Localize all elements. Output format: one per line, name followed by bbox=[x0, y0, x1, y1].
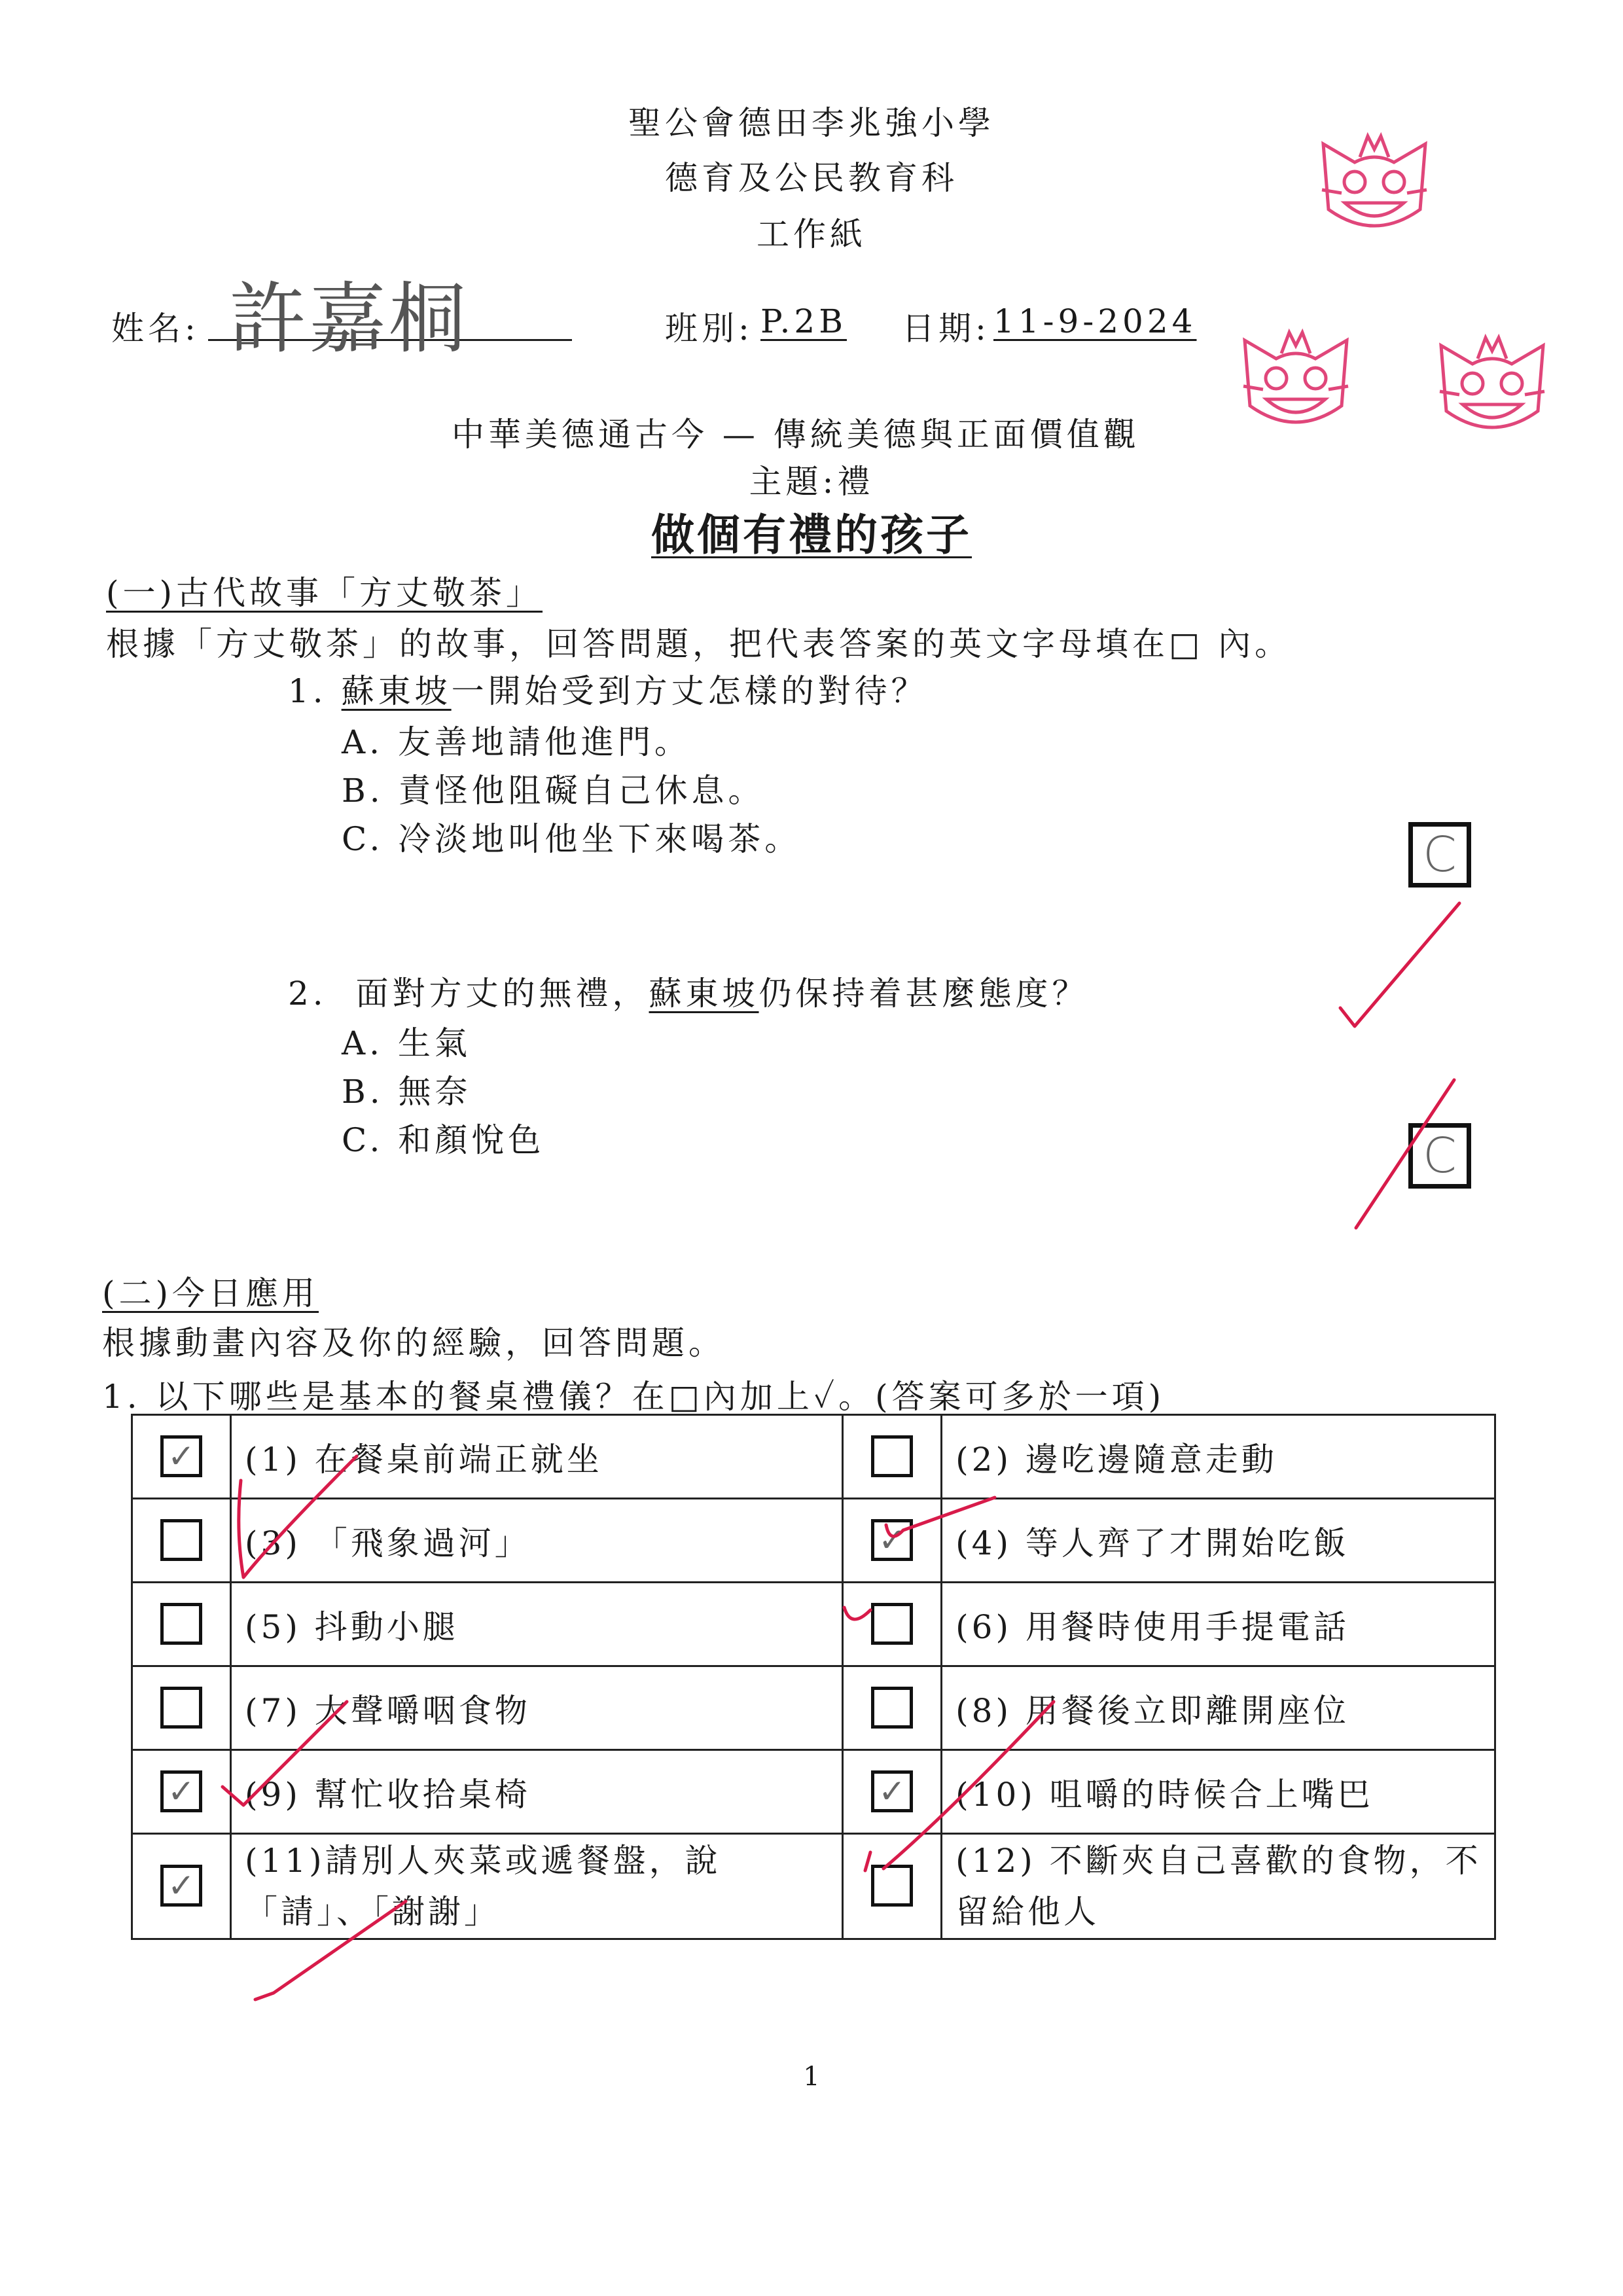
correct-tick-q1 bbox=[1340, 903, 1459, 1026]
page-number: 1 bbox=[803, 2062, 820, 2092]
q1-line: 1. 蘇東坡一開始受到方丈怎樣的對待？ bbox=[288, 672, 928, 710]
cat-stamp-icon bbox=[1427, 313, 1558, 444]
item-label-6: (6) 用餐時使用手提電話 bbox=[942, 1583, 1495, 1666]
tick-10: ✓ bbox=[878, 1772, 910, 1810]
school-name: 聖公會德田李兆強小學 bbox=[628, 104, 995, 142]
item-label-1: (1) 在餐桌前端正就坐 bbox=[231, 1415, 843, 1499]
table-row bbox=[132, 1750, 1495, 1834]
table-row bbox=[132, 1583, 1495, 1666]
q2-option-a: A. 生氣 bbox=[342, 1024, 471, 1062]
checkbox-7[interactable] bbox=[160, 1687, 202, 1729]
checkbox-12[interactable] bbox=[871, 1865, 913, 1907]
q2-option-b: B. 無奈 bbox=[342, 1073, 472, 1111]
section1-heading: (一)古代故事「方丈敬茶」 bbox=[106, 574, 543, 612]
class-value: P.2B bbox=[760, 302, 847, 340]
item-label-2: (2) 邊吃邊隨意走動 bbox=[942, 1415, 1495, 1499]
document-type: 工作紙 bbox=[757, 215, 866, 253]
checkbox-4[interactable] bbox=[871, 1519, 913, 1561]
table-row bbox=[132, 1499, 1495, 1583]
q1-answer-box[interactable] bbox=[1408, 822, 1471, 888]
q2-number: 2. bbox=[288, 975, 327, 1013]
tick-4: ✓ bbox=[878, 1521, 910, 1559]
q2-answer-box[interactable] bbox=[1408, 1123, 1471, 1189]
table-row bbox=[132, 1834, 1495, 1939]
item-label-7: (7) 大聲嚼咽食物 bbox=[231, 1666, 843, 1750]
item-label-5: (5) 抖動小腿 bbox=[231, 1583, 843, 1666]
item-label-3: (3) 「飛象過河」 bbox=[231, 1499, 843, 1583]
q1-answer: C bbox=[1423, 827, 1457, 883]
name-label: 姓名: bbox=[111, 310, 200, 348]
table-row bbox=[132, 1415, 1495, 1499]
tick-9: ✓ bbox=[168, 1772, 198, 1810]
lesson-title: 做個有禮的孩子 bbox=[651, 510, 972, 560]
etiquette-checklist bbox=[131, 1414, 1496, 1940]
checkbox-3[interactable] bbox=[160, 1519, 202, 1561]
q2-answer: C bbox=[1423, 1128, 1457, 1184]
class-label: 班別: bbox=[665, 310, 753, 348]
q1-person-name: 蘇東坡 bbox=[341, 672, 452, 710]
item-label-12: (12) 不斷夾自己喜歡的食物，不留給他人 bbox=[942, 1834, 1495, 1939]
checkbox-10[interactable] bbox=[871, 1770, 913, 1812]
q1-option-a: A. 友善地請他進門。 bbox=[342, 723, 691, 761]
section2-question: 1. 以下哪些是基本的餐桌禮儀？在□內加上✓。(答案可多於一項) bbox=[102, 1378, 1166, 1416]
date-value: 11-9-2024 bbox=[993, 302, 1197, 340]
student-name-handwritten: 許嘉桐 bbox=[229, 274, 469, 364]
item-label-10: (10) 咀嚼的時候合上嘴巴 bbox=[942, 1750, 1495, 1834]
section1-instruction: 根據「方丈敬茶」的故事，回答問題，把代表答案的英文字母填在□ 內。 bbox=[106, 625, 1292, 663]
item-label-4: (4) 等人齊了才開始吃飯 bbox=[942, 1499, 1495, 1583]
date-label: 日期: bbox=[902, 310, 990, 348]
checkbox-1[interactable] bbox=[160, 1435, 202, 1477]
tick-1: ✓ bbox=[168, 1437, 198, 1475]
subject-name: 德育及公民教育科 bbox=[665, 159, 958, 197]
q2-option-c: C. 和顏悅色 bbox=[342, 1121, 545, 1159]
checkbox-8[interactable] bbox=[871, 1687, 913, 1729]
item-label-8: (8) 用餐後立即離開座位 bbox=[942, 1666, 1495, 1750]
q1-option-b: B. 責怪他阻礙自己休息。 bbox=[342, 772, 765, 810]
checkbox-2[interactable] bbox=[871, 1435, 913, 1477]
topic-line: 主題:禮 bbox=[749, 463, 874, 501]
q2-line: 2. 面對方丈的無禮，蘇東坡仍保持着甚麼態度？ bbox=[288, 975, 1089, 1013]
checkbox-5[interactable] bbox=[160, 1603, 202, 1645]
checkbox-9[interactable] bbox=[160, 1770, 202, 1812]
section2-instruction: 根據動畫內容及你的經驗，回答問題。 bbox=[102, 1324, 725, 1362]
section2-heading: (二)今日應用 bbox=[102, 1274, 319, 1312]
item-label-11: (11)請別人夾菜或遞餐盤，說「請」、「謝謝」 bbox=[231, 1834, 843, 1939]
q2-person-name: 蘇東坡 bbox=[649, 975, 759, 1013]
checkbox-6[interactable] bbox=[871, 1603, 913, 1645]
table-row bbox=[132, 1666, 1495, 1750]
unit-title: 中華美德通古今 — 傳統美德與正面價值觀 bbox=[452, 416, 1140, 454]
q1-option-c: C. 冷淡地叫他坐下來喝茶。 bbox=[342, 820, 802, 858]
tick-11: ✓ bbox=[168, 1867, 198, 1905]
cat-stamp-icon bbox=[1309, 111, 1440, 242]
item-label-9: (9) 幫忙收拾桌椅 bbox=[231, 1750, 843, 1834]
q1-number: 1. bbox=[288, 672, 327, 710]
checkbox-11[interactable] bbox=[160, 1865, 202, 1907]
cat-stamp-icon bbox=[1230, 308, 1361, 439]
